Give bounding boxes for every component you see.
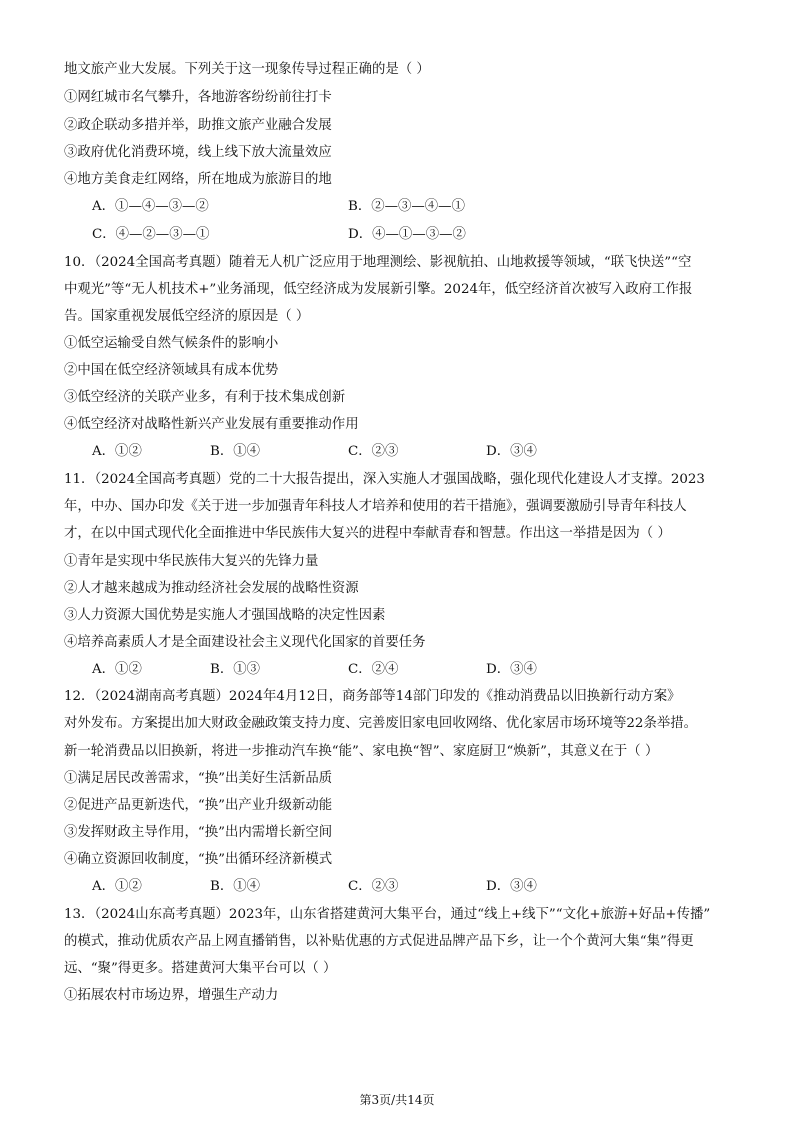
question-12-text: 对外发布。方案提出加大财政金融政策支持力度、完善废旧家电回收网络、优化家居市场环境等22条举措。 — [64, 716, 698, 731]
question-10-text: 10．（2024全国高考真题）随着无人机广泛应用于地理测绘、影视航拍、山地救援等领域，“联飞快送”“空 — [64, 255, 692, 270]
question-12-text: 12．（2024湖南高考真题）2024年4月12日，商务部等14部门印发的《推动消费品以旧换新行动方案》 — [64, 689, 681, 704]
option-statement: ③人力资源大国优势是实施人才强国战略的决定性因素 — [64, 608, 386, 623]
question-text: 地文旅产业大发展。下列关于这一现象传导过程正确的是（ ） — [64, 62, 430, 77]
option-statement: ③低空经济的关联产业多，有利于技术集成创新 — [64, 390, 346, 405]
choice-b: B．①④ — [210, 444, 261, 459]
choice-a: A．①② — [92, 879, 142, 894]
choice-c: C．②③ — [348, 444, 399, 459]
choice-c: C．②④ — [348, 662, 399, 677]
question-11-text: 才，在以中国式现代化全面推进中华民族伟大复兴的进程中奉献青春和智慧。作出这一举措是因为（ ） — [64, 526, 671, 541]
choice-d: D．③④ — [486, 662, 537, 677]
question-10-text: 中观光”等“无人机技术+”业务涌现，低空经济成为发展新引擎。2024年，低空经济首次被写入政府工作报 — [64, 282, 693, 297]
option-statement: ②促进产品更新迭代，“换”出产业升级新动能 — [64, 798, 333, 813]
choice-a: A．①② — [92, 444, 142, 459]
choice-b: B．①③ — [210, 662, 261, 677]
choice-d: D．③④ — [486, 444, 537, 459]
choice-d: D．③④ — [486, 879, 537, 894]
option-statement: ②政企联动多措并举，助推文旅产业融合发展 — [64, 118, 332, 133]
choice-d: D．④—①—③—② — [348, 227, 466, 242]
option-statement: ①低空运输受自然气候条件的影响小 — [64, 336, 279, 351]
option-statement: ①拓展农村市场边界，增强生产动力 — [64, 988, 279, 1003]
choice-b: B．②—③—④—① — [348, 199, 465, 214]
option-statement: ③发挥财政主导作用，“换”出内需增长新空间 — [64, 825, 333, 840]
choice-b: B．①④ — [210, 879, 261, 894]
option-statement: ④培养高素质人才是全面建设社会主义现代化国家的首要任务 — [64, 635, 426, 650]
option-statement: ②人才越来越成为推动经济社会发展的战略性资源 — [64, 581, 359, 596]
question-11-text: 年，中办、国办印发《关于进一步加强青年科技人才培养和使用的若干措施》，强调要激励引导青年科技人 — [64, 499, 687, 514]
choice-a: A．①② — [92, 662, 142, 677]
option-statement: ①满足居民改善需求，“换”出美好生活新品质 — [64, 771, 333, 786]
option-statement: ③政府优化消费环境，线上线下放大流量效应 — [64, 145, 332, 160]
option-statement: ①青年是实现中华民族伟大复兴的先锋力量 — [64, 554, 319, 569]
question-12-text: 新一轮消费品以旧换新，将进一步推动汽车换“能”、家电换“智”、家庭厨卫“焕新”，其意义在于（ ） — [64, 744, 659, 759]
choice-c: C．④—②—③—① — [92, 227, 210, 242]
option-statement: ②中国在低空经济领域具有成本优势 — [64, 363, 279, 378]
choice-c: C．②③ — [348, 879, 399, 894]
choice-a: A．①—④—③—② — [92, 199, 209, 214]
option-statement: ④低空经济对战略性新兴产业发展有重要推动作用 — [64, 417, 359, 432]
question-13-text: 的模式，推动优质农产品上网直播销售，以补贴优惠的方式促进品牌产品下乡，让一个个黄河大集“集”得更 — [64, 934, 694, 949]
page-number: 第3页/共14页 — [359, 1093, 435, 1107]
option-statement: ①网红城市名气攀升，各地游客纷纷前往打卡 — [64, 90, 332, 105]
question-11-text: 11．（2024全国高考真题）党的二十大报告提出，深入实施人才强国战略，强化现代化建设人才支撑。2023 — [64, 472, 705, 487]
question-10-text: 告。国家重视发展低空经济的原因是（ ） — [64, 309, 310, 324]
option-statement: ④地方美食走红网络，所在地成为旅游目的地 — [64, 172, 332, 187]
question-13-text: 13．（2024山东高考真题）2023年，山东省搭建黄河大集平台，通过“线上+线下”“文化+旅游+好品+传播” — [64, 907, 711, 922]
option-statement: ④确立资源回收制度，“换”出循环经济新模式 — [64, 852, 333, 867]
question-13-text: 远、“聚”得更多。搭建黄河大集平台可以（ ） — [64, 961, 337, 976]
